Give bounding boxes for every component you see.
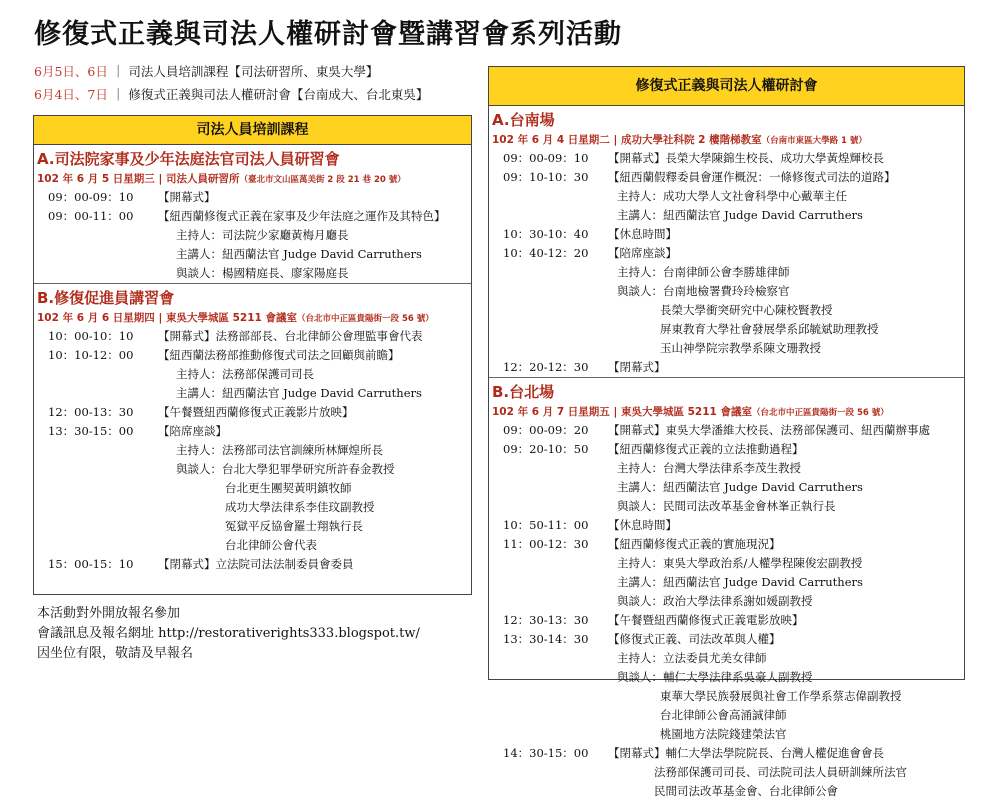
section-title: A.台南場	[492, 111, 555, 129]
date-text: 6月4日、7日	[34, 87, 108, 102]
item-time: 10：10-12：00	[48, 348, 134, 362]
venue-address: （台南市東區大學路 1 號）	[761, 136, 867, 146]
date-description: 司法人員培訓課程【司法研習所、東吳大學】	[128, 64, 379, 79]
training-course-header: 司法人員培訓課程	[34, 116, 471, 145]
item-participant: 主持人：成功大學人文社會科學中心戴華主任	[617, 189, 847, 203]
section-venue	[489, 402, 964, 421]
training-sections	[34, 145, 471, 574]
venue-text: 102 年 6 月 4 日星期二 | 成功大學社科院 2 樓階梯教室	[492, 134, 762, 146]
item-time: 12：00-13：30	[48, 405, 134, 419]
schedule-section	[489, 377, 964, 801]
item-time: 09：00-11：00	[48, 209, 134, 223]
schedule-section	[34, 283, 471, 574]
item-content: 【午餐暨紐西蘭修復式正義影片放映】	[158, 405, 354, 419]
item-content: 【陪席座談】	[158, 424, 227, 438]
schedule-item	[489, 149, 964, 168]
item-participant: 主持人：台南律師公會李勝雄律師	[617, 265, 790, 279]
item-participant: 玉山神學院宗教學系陳文珊教授	[660, 341, 821, 355]
item-participant: 主講人：紐西蘭法官 Judge David Carruthers	[176, 386, 422, 400]
item-participant: 主持人：立法委員尤美女律師	[617, 651, 767, 665]
venue-address: （台北市中正區貴陽街一段 56 號）	[752, 408, 889, 418]
item-time: 09：10-10：30	[503, 170, 589, 184]
item-participant: 與談人：輔仁大學法律系吳豪人副教授	[617, 670, 813, 684]
item-time: 09：00-09：10	[48, 190, 134, 204]
item-content: 【陪席座談】	[608, 246, 677, 260]
item-content: 【開幕式】	[158, 190, 216, 204]
item-participant: 屏東教育大學社會發展學系邱毓斌助理教授	[660, 322, 879, 336]
item-participant: 台北更生團契黃明鎮牧師	[225, 481, 352, 495]
item-participant: 與談人：楊國精庭長、廖家陽庭長	[176, 266, 349, 280]
seminar-sections	[489, 106, 964, 801]
item-content: 【開幕式】長榮大學陳錦生校長、成功大學黃煌輝校長	[608, 151, 884, 165]
schedule-item	[489, 630, 964, 649]
item-content: 【紐西蘭修復式正義的實施現況】	[608, 537, 781, 551]
item-participant: 與談人：台北大學犯罪學研究所許春金教授	[176, 462, 395, 476]
venue-address: （臺北市文山區萬美街 2 段 21 巷 20 號）	[239, 175, 406, 185]
item-content: 【休息時間】	[608, 518, 677, 532]
item-participant: 冤獄平反協會羅士翔執行長	[225, 519, 363, 533]
seminar-header: 修復式正義與司法人權研討會	[489, 67, 964, 106]
item-participant: 主持人：台灣大學法律系李茂生教授	[617, 461, 801, 475]
section-title: B.台北場	[492, 383, 555, 401]
schedule-section	[34, 145, 471, 283]
schedule-item	[489, 421, 964, 440]
date-description: 修復式正義與司法人權研討會【台南成大、台北東吳】	[128, 87, 429, 102]
item-time: 10：30-10：40	[503, 227, 589, 241]
item-participant: 主講人：紐西蘭法官 Judge David Carruthers	[617, 208, 863, 222]
item-participant: 民間司法改革基金會、台北律師公會	[654, 784, 838, 798]
schedule-item	[489, 225, 964, 244]
item-participant: 長榮大學衝突研究中心陳校賢教授	[660, 303, 833, 317]
item-time: 15：00-15：10	[48, 557, 134, 571]
item-time: 14：30-15：00	[503, 746, 589, 760]
date-line	[34, 83, 428, 106]
schedule-item	[34, 403, 471, 422]
item-participant: 主講人：紐西蘭法官 Judge David Carruthers	[617, 480, 863, 494]
footer-line: 因坐位有限，敬請及早報名	[37, 646, 194, 661]
item-participant: 與談人：民間司法改革基金會林峯正執行長	[617, 499, 836, 513]
event-dates	[34, 60, 428, 106]
schedule-item	[489, 744, 964, 763]
item-time: 10：40-12：20	[503, 246, 589, 260]
schedule-item	[34, 555, 471, 574]
section-title: A.司法院家事及少年法庭法官司法人員研習會	[37, 150, 340, 168]
date-line	[34, 60, 428, 83]
item-participant: 主講人：紐西蘭法官 Judge David Carruthers	[176, 247, 422, 261]
item-time: 09：00-09：20	[503, 423, 589, 437]
item-time: 13：30-15：00	[48, 424, 134, 438]
section-venue	[489, 130, 964, 149]
item-content: 【閉幕式】	[608, 360, 666, 374]
venue-text: 102 年 6 月 7 日星期五 | 東吳大學城區 5211 會議室	[492, 406, 752, 418]
item-participant: 與談人：政治大學法律系謝如媛副教授	[617, 594, 813, 608]
schedule-section	[489, 106, 964, 377]
item-content: 【修復式正義、司法改革與人權】	[608, 632, 781, 646]
item-content: 【閉幕式】立法院司法法制委員會委員	[158, 557, 354, 571]
footer-line: 本活動對外開放報名參加	[37, 606, 181, 621]
schedule-item	[489, 244, 964, 263]
schedule-item	[489, 611, 964, 630]
item-time: 10：50-11：00	[503, 518, 589, 532]
item-participant: 台北律師公會高涌誠律師	[660, 708, 787, 722]
footer-notes	[37, 604, 420, 664]
schedule-item	[34, 207, 471, 226]
item-content: 【閉幕式】輔仁大學法學院院長、台灣人權促進會會長	[608, 746, 884, 760]
schedule-item	[34, 188, 471, 207]
item-participant: 主講人：紐西蘭法官 Judge David Carruthers	[617, 575, 863, 589]
item-participant: 主持人：司法院少家廳黃梅月廳長	[176, 228, 349, 242]
item-participant: 主持人：東吳大學政治系/人權學程陳俊宏副教授	[617, 556, 863, 570]
schedule-item	[34, 327, 471, 346]
schedule-item	[489, 440, 964, 459]
section-venue	[34, 308, 471, 327]
item-content: 【休息時間】	[608, 227, 677, 241]
item-content: 【紐西蘭修復式正義在家事及少年法庭之運作及其特色】	[158, 209, 446, 223]
item-time: 09：00-09：10	[503, 151, 589, 165]
schedule-item	[489, 535, 964, 554]
venue-address: （台北市中正區貴陽街一段 56 號）	[297, 314, 434, 324]
item-content: 【紐西蘭假釋委員會運作概況：一條修復式司法的道路】	[608, 170, 896, 184]
item-participant: 台北律師公會代表	[225, 538, 317, 552]
date-text: 6月5日、6日	[34, 64, 108, 79]
item-time: 09：20-10：50	[503, 442, 589, 456]
item-content: 【紐西蘭修復式正義的立法推動過程】	[608, 442, 804, 456]
page-title: 修復式正義與司法人權研討會暨講習會系列活動	[34, 19, 622, 50]
separator: ｜	[111, 64, 125, 79]
schedule-item	[34, 422, 471, 441]
seminar-box	[488, 66, 965, 798]
item-participant: 主持人：法務部保護司司長	[176, 367, 314, 381]
schedule-item	[489, 168, 964, 187]
section-venue	[34, 169, 471, 188]
item-content: 【開幕式】東吳大學潘維大校長、法務部保護司、紐西蘭辦事處	[608, 423, 930, 437]
item-participant: 東華大學民族發展與社會工作學系蔡志偉副教授	[660, 689, 902, 703]
item-content: 【紐西蘭法務部推動修復式司法之回顧與前瞻】	[158, 348, 400, 362]
schedule-item	[489, 358, 964, 377]
training-course-box	[33, 115, 472, 595]
footer-line: 會議訊息及報名網址 http://restorativerights333.blogspot.tw/	[37, 626, 420, 641]
section-title: B.修復促進員講習會	[37, 289, 175, 307]
item-participant: 法務部保護司司長、司法院司法人員研訓練所法官	[654, 765, 907, 779]
item-time: 12：30-13：30	[503, 613, 589, 627]
item-participant: 與談人：台南地檢署費玲玲檢察官	[617, 284, 790, 298]
schedule-item	[34, 346, 471, 365]
item-content: 【開幕式】法務部部長、台北律師公會理監事會代表	[158, 329, 423, 343]
item-content: 【午餐暨紐西蘭修復式正義電影放映】	[608, 613, 804, 627]
schedule-item	[489, 516, 964, 535]
venue-text: 102 年 6 月 6 日星期四 | 東吳大學城區 5211 會議室	[37, 312, 297, 324]
separator: ｜	[111, 87, 125, 102]
item-participant: 成功大學法律系李佳玟副教授	[225, 500, 375, 514]
item-time: 11：00-12：30	[503, 537, 589, 551]
venue-text: 102 年 6 月 5 日星期三 | 司法人員研習所	[37, 173, 240, 185]
item-time: 12：20-12：30	[503, 360, 589, 374]
item-time: 13：30-14：30	[503, 632, 589, 646]
item-participant: 桃園地方法院錢建榮法官	[660, 727, 787, 741]
item-participant: 主持人：法務部司法官訓練所林輝煌所長	[176, 443, 383, 457]
item-time: 10：00-10：10	[48, 329, 134, 343]
